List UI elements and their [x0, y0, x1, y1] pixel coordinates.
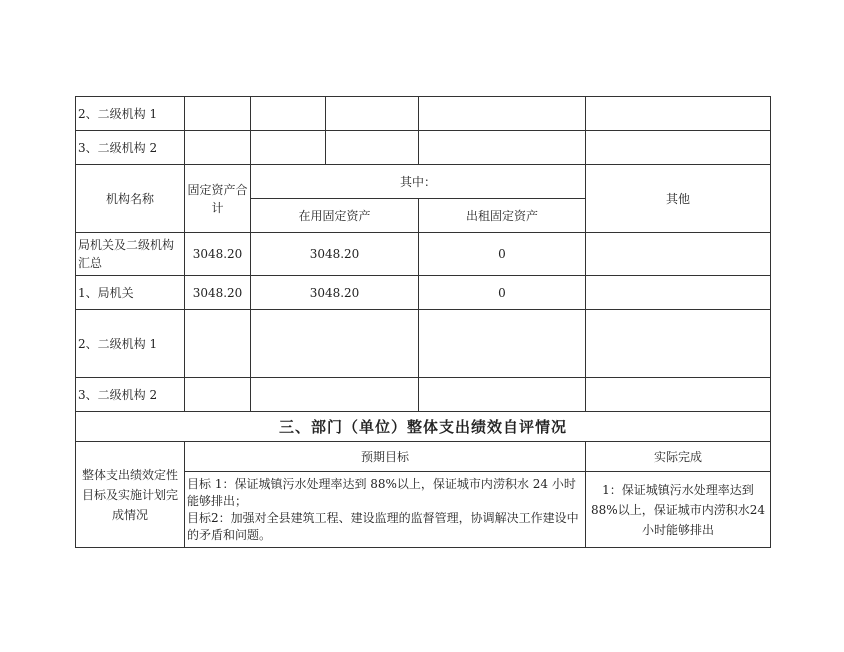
table-row	[76, 310, 771, 378]
goal-1-text: 目标 1：保证城镇污水处理率达到 88%以上，保证城市内涝积水 24 小时能够排出；	[187, 476, 576, 508]
goal-2-text: 目标2：加强对全县建筑工程、建设监理的监督管理，协调解决工作建设中的矛盾和问题。	[187, 510, 579, 542]
performance-row-label: 整体支出绩效定性目标及实施计划完成情况	[76, 442, 185, 548]
rented-cell	[419, 378, 586, 412]
header-actual: 实际完成	[586, 442, 771, 472]
section-title-row	[76, 412, 771, 442]
in-use-cell: 3048.20	[251, 276, 419, 310]
section-title: 三、部门（单位）整体支出绩效自评情况	[76, 412, 771, 442]
header-org-name: 机构名称	[76, 165, 185, 233]
header-rented: 出租固定资产	[419, 199, 586, 233]
org-label-cell: 1、局机关	[76, 276, 185, 310]
table-row	[76, 276, 771, 310]
org-label-cell: 3、二级机构 2	[76, 131, 185, 165]
org-label-cell: 2、二级机构 1	[76, 310, 185, 378]
other-cell	[586, 378, 771, 412]
header-in-use: 在用固定资产	[251, 199, 419, 233]
asset-table	[75, 96, 771, 548]
org-label-cell: 局机关及二级机构汇总	[76, 233, 185, 276]
fixed-total-cell: 3048.20	[185, 233, 251, 276]
other-cell	[586, 233, 771, 276]
table-row	[76, 97, 771, 131]
other-cell	[586, 310, 771, 378]
table-row	[76, 378, 771, 412]
in-use-cell	[251, 310, 419, 378]
rented-cell: 0	[419, 276, 586, 310]
org-label-cell: 3、二级机构 2	[76, 378, 185, 412]
fixed-total-cell	[185, 310, 251, 378]
table-header-row	[76, 442, 771, 472]
fixed-total-cell: 3048.20	[185, 276, 251, 310]
header-other: 其他	[586, 165, 771, 233]
org-label-cell: 2、二级机构 1	[76, 97, 185, 131]
table-header-row	[76, 165, 771, 199]
header-fixed-total: 固定资产合计	[185, 165, 251, 233]
fixed-total-cell	[185, 378, 251, 412]
rented-cell: 0	[419, 233, 586, 276]
expected-goals-cell	[185, 472, 586, 548]
in-use-cell	[251, 378, 419, 412]
other-cell	[586, 276, 771, 310]
actual-completion-cell: 1：保证城镇污水处理率达到88%以上，保证城市内涝积水24小时能够排出	[586, 472, 771, 548]
in-use-cell: 3048.20	[251, 233, 419, 276]
header-among: 其中：	[251, 165, 586, 199]
rented-cell	[419, 310, 586, 378]
table-row	[76, 131, 771, 165]
table-row	[76, 233, 771, 276]
header-expected: 预期目标	[185, 442, 586, 472]
